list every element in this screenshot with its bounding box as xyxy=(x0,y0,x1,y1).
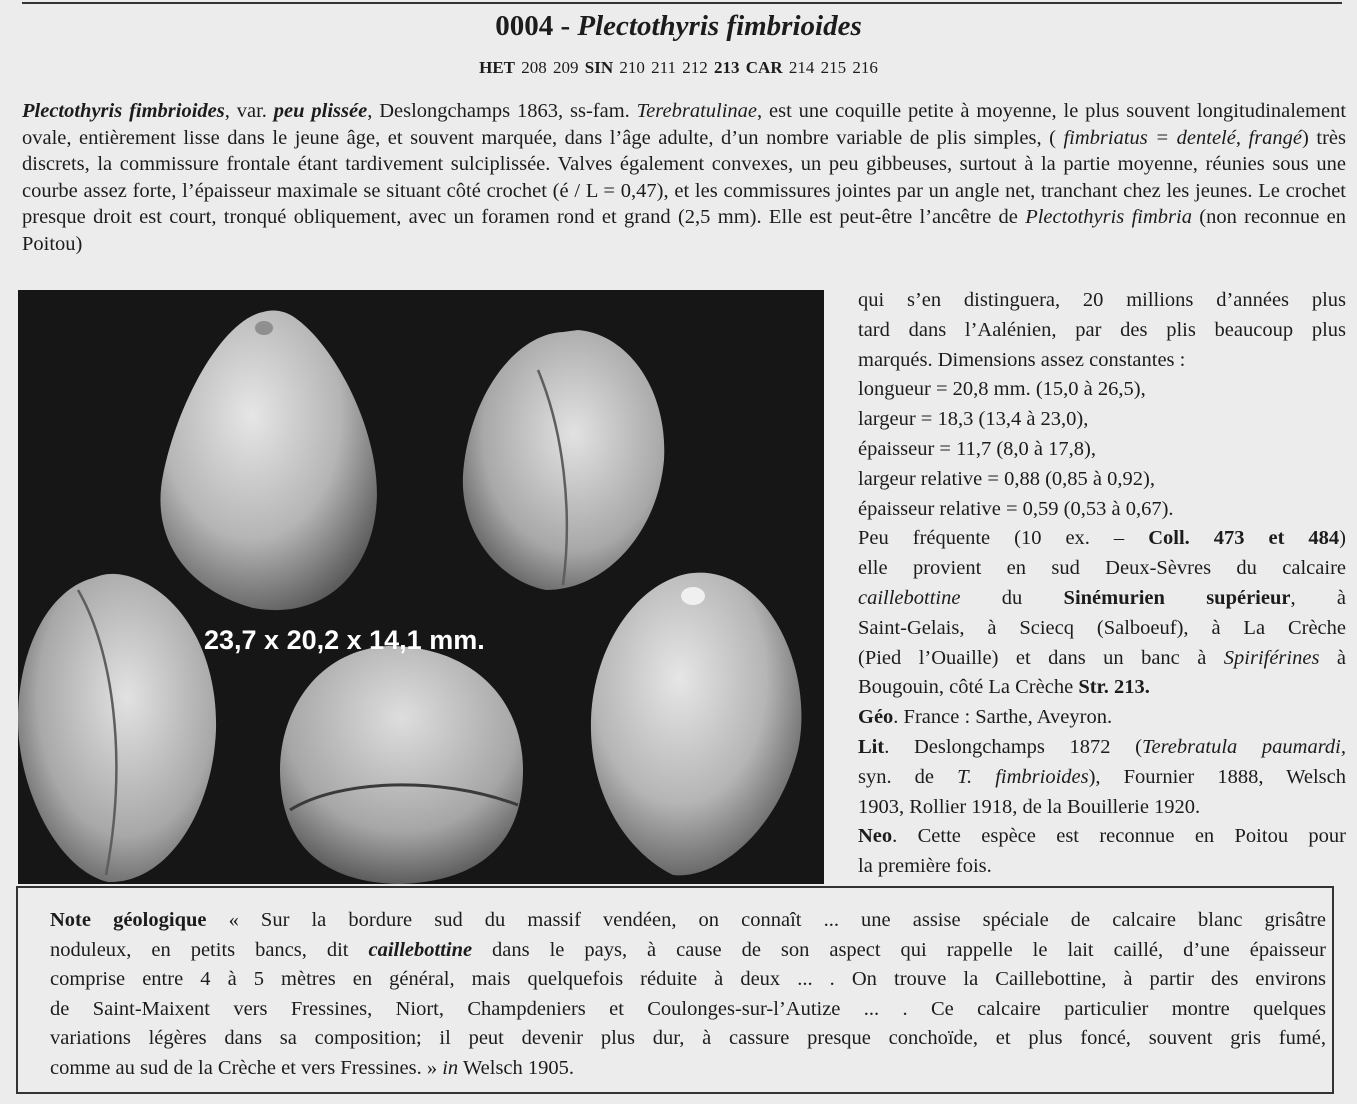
geological-note-box xyxy=(16,886,1334,1094)
note-text: comme au sud de la Crèche et vers Fressines. » xyxy=(50,1056,443,1079)
code-item: CAR xyxy=(745,58,783,77)
shell-specimens-image xyxy=(18,290,824,884)
note-label: Note géologique xyxy=(50,909,207,931)
code-item: 213 xyxy=(714,58,740,77)
frequency-text: Peu fréquente (10 ex. – xyxy=(858,527,1149,550)
shell-ventral-view xyxy=(591,573,802,876)
shell-dorsal-view xyxy=(160,311,376,611)
code-item: 215 xyxy=(820,58,847,77)
etymology: fimbriatus = dentelé, frangé xyxy=(1063,126,1303,149)
lit-text: ), Fournier 1888, Welsch xyxy=(1088,765,1346,788)
note-term: caillebottine xyxy=(368,938,473,961)
shell-lateral-view-2 xyxy=(18,574,216,882)
photo-dimensions-caption: 23,7 x 20,2 x 14,1 mm. xyxy=(204,625,485,655)
geo-label: Géo xyxy=(858,706,894,729)
provenance-line: Saint-Gelais, à Sciecq (Salboeuf), à La Crèche xyxy=(858,616,1346,639)
code-item: SIN xyxy=(584,58,614,77)
note-text: noduleux, en petits bancs, dit xyxy=(50,938,369,961)
note-in: in xyxy=(442,1056,459,1079)
provenance-text: à xyxy=(1319,646,1346,669)
shell-front-view xyxy=(280,646,523,884)
side-line: qui s’en distinguera, 20 millions d’années plus xyxy=(858,289,1346,311)
taxon-name: Spiriférines xyxy=(1223,646,1320,669)
strata-ref: Str. 213. xyxy=(1078,676,1150,699)
provenance-line: elle provient en sud Deux-Sèvres du calcaire xyxy=(858,557,1346,580)
variety-name: peu plissée xyxy=(273,100,368,122)
code-item: 211 xyxy=(651,58,677,77)
var-prefix: , var. xyxy=(224,100,274,122)
literature-line xyxy=(858,763,1346,793)
geography-line xyxy=(858,703,1346,733)
lit-text: syn. de xyxy=(858,765,958,788)
author-text: , Deslongchamps 1863, ss-fam. xyxy=(367,100,637,122)
provenance-text: Bougouin, côté La Crèche xyxy=(858,676,1079,699)
dimension-length: longueur = 20,8 mm. (15,0 à 26,5), xyxy=(858,378,1146,401)
shell-lateral-view-1 xyxy=(463,330,664,590)
page-title xyxy=(0,10,1357,43)
species-name: Plectothyris fimbrioides xyxy=(22,100,225,122)
note-text: « Sur la bordure sud du massif vendéen, on connaît ... une assise spéciale de calcaire blanc grisâtre xyxy=(206,909,1326,931)
note-line: variations légères dans sa composition; il peut devenir plus dur, à cassure presque conchoïde, et plus foncé, souvent gris fumé, xyxy=(50,1027,1326,1050)
dimension-thickness: épaisseur = 11,7 (8,0 à 17,8), xyxy=(858,437,1096,460)
literature-line: 1903, Rollier 1918, de la Bouillerie 1920. xyxy=(858,795,1201,818)
provenance-line xyxy=(858,644,1346,674)
lit-text: . Deslongchamps 1872 ( xyxy=(884,735,1142,758)
geo-text: . France : Sarthe, Aveyron. xyxy=(893,706,1113,729)
top-rule xyxy=(22,2,1342,4)
specimen-photo xyxy=(18,290,824,884)
lit-taxon: T. fimbrioides xyxy=(957,765,1089,788)
provenance-line xyxy=(858,673,1346,703)
stratigraphic-codes xyxy=(0,58,1357,78)
related-species: Plectothyris fimbria xyxy=(1025,206,1192,229)
neo-line: la première fois. xyxy=(858,855,992,878)
provenance-text: (Pied l’Ouaille) et dans un banc à xyxy=(858,646,1224,669)
side-line: marqués. Dimensions assez constantes : xyxy=(858,348,1186,371)
specimen-number: 0004 xyxy=(495,10,554,42)
code-item: 210 xyxy=(619,58,645,77)
code-item: 208 xyxy=(521,58,547,77)
neo-line xyxy=(858,822,1346,852)
frequency-close: ) xyxy=(1339,527,1346,550)
note-line xyxy=(50,1054,1326,1084)
note-text: dans le pays, à cause de son aspect qui rappelle le lait caillé, d’une épaisseur xyxy=(472,938,1326,961)
provenance-text: du xyxy=(960,586,1064,609)
neo-label: Neo xyxy=(858,825,893,848)
note-line: comprise entre 4 à 5 mètres en général, mais quelquefois réduite à deux ... . On trouve la Caillebottine, à partir des environs xyxy=(50,968,1326,991)
collection-ref: Coll. 473 et 484 xyxy=(1148,527,1340,550)
note-line: de Saint-Maixent vers Fressines, Niort, Champdeniers et Coulonges-sur-l’Autize ... . Ce calcaire particulier montre quelques xyxy=(50,997,1326,1020)
species-title: Plectothyris fimbrioides xyxy=(577,10,862,42)
lit-taxon: Terebratula paumardi, xyxy=(1141,735,1346,758)
lit-label: Lit xyxy=(858,735,885,758)
side-column xyxy=(858,286,1346,882)
note-line xyxy=(50,906,1326,936)
formation-name: caillebottine xyxy=(858,586,961,609)
provenance-text: , à xyxy=(1290,586,1346,609)
dimension-width: largeur = 18,3 (13,4 à 23,0), xyxy=(858,408,1089,431)
shell-ventral-foramen xyxy=(681,587,705,605)
literature-line xyxy=(858,733,1346,763)
code-item: HET xyxy=(479,58,516,77)
description-text-2: ) très discrets, la commissure frontale étant tardivement sulciplissée. Valves également convexes, un peu gibbeuses, surtout à la partie moyenne, réunies sous une courbe assez forte, l’épaisseur maximale se situant côté crochet (é / L = 0,47), et les commissures jointes par un angle net, tranchant chez les jeunes. Le crochet presque droit est court, tronqué obliquement, avec un foramen rond et grand (2,5 mm). Elle est peut-être l’ancêtre de xyxy=(22,126,1346,229)
description-paragraph xyxy=(22,98,1346,258)
neo-text: . Cette espèce est reconnue en Poitou pour xyxy=(892,825,1346,848)
subfamily-name: Terebratulinae xyxy=(636,100,758,122)
dimension-relative-thickness: épaisseur relative = 0,59 (0,53 à 0,67). xyxy=(858,497,1174,520)
note-line xyxy=(50,936,1326,966)
code-item: 214 xyxy=(788,58,815,77)
dimension-relative-width: largeur relative = 0,88 (0,85 à 0,92), xyxy=(858,467,1155,490)
provenance-line xyxy=(858,584,1346,614)
code-item: 209 xyxy=(553,58,579,77)
code-item: 216 xyxy=(852,58,878,77)
frequency-line xyxy=(858,524,1346,554)
code-item: 212 xyxy=(682,58,708,77)
title-separator: - xyxy=(553,10,578,42)
description-text-1: , est une coquille petite à moyenne, le plus souvent longitudinalement ovale, entièrement lisse dans le jeune âge, et souvent marquée, dans l’âge adulte, d’un nombre variable de plis simples, ( xyxy=(22,100,1347,149)
stage-name: Sinémurien supérieur xyxy=(1063,586,1291,609)
note-text: Welsch 1905. xyxy=(458,1056,575,1079)
description-text-3: (non reconnue en Poitou) xyxy=(22,206,1346,255)
shell-beak-foramen xyxy=(255,321,273,335)
side-line: tard dans l’Aalénien, par des plis beaucoup plus xyxy=(858,318,1346,341)
